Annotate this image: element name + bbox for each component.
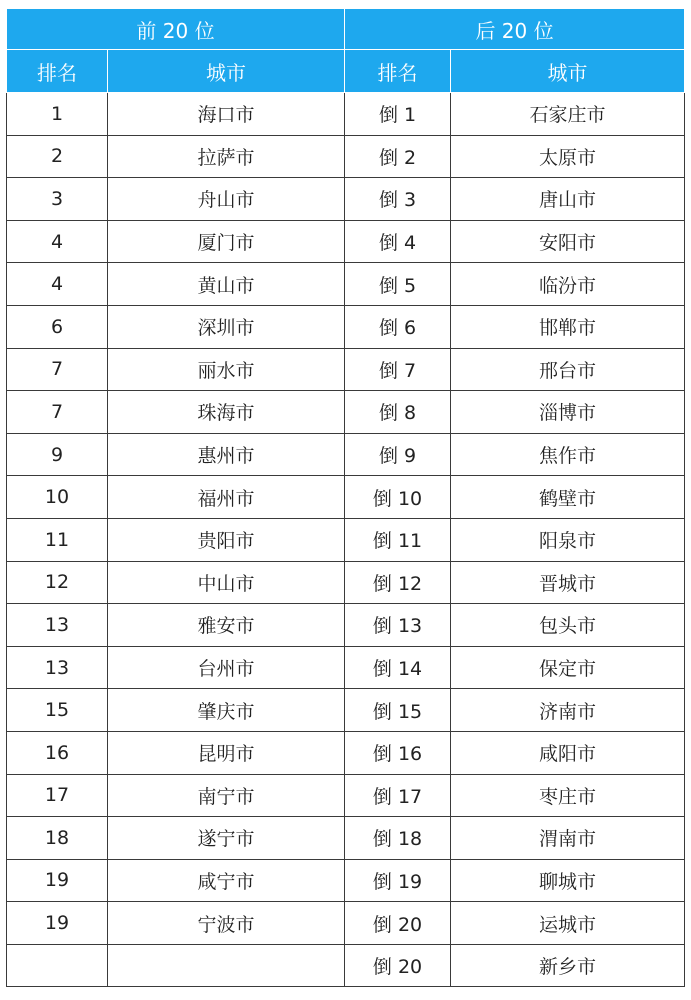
bottom-rank-cell: 倒 1: [345, 93, 451, 136]
bottom-city-cell: 晋城市: [451, 561, 685, 604]
table-row: [7, 348, 685, 391]
top-rank-cell: 19: [7, 859, 108, 902]
top-rank-cell: 4: [7, 220, 108, 263]
table-row: [7, 902, 685, 945]
bottom-city-cell: 包头市: [451, 604, 685, 647]
top-rank-cell: 9: [7, 433, 108, 476]
top-rank-cell: 10: [7, 476, 108, 519]
top-city-cell: 厦门市: [108, 220, 345, 263]
bottom-rank-cell: 倒 12: [345, 561, 451, 604]
top-city-cell: 深圳市: [108, 305, 345, 348]
top-city-cell: 宁波市: [108, 902, 345, 945]
top-rank-cell: 17: [7, 774, 108, 817]
bottom-city-cell: 安阳市: [451, 220, 685, 263]
top-city-cell: 咸宁市: [108, 859, 345, 902]
bottom-rank-cell: 倒 2: [345, 135, 451, 178]
top-city-cell: 黄山市: [108, 263, 345, 306]
top-city-cell: 惠州市: [108, 433, 345, 476]
table-row: [7, 178, 685, 221]
top-rank-cell: 2: [7, 135, 108, 178]
bottom-city-cell: 石家庄市: [451, 93, 685, 136]
bottom-city-cell: 运城市: [451, 902, 685, 945]
bottom-city-cell: 焦作市: [451, 433, 685, 476]
table-row: [7, 220, 685, 263]
top-city-cell: 舟山市: [108, 178, 345, 221]
table-row: [7, 646, 685, 689]
bottom-rank-cell: 倒 11: [345, 518, 451, 561]
bottom-city-cell: 渭南市: [451, 817, 685, 860]
bottom-city-cell: 枣庄市: [451, 774, 685, 817]
top-rank-cell: 19: [7, 902, 108, 945]
table-row: [7, 135, 685, 178]
bottom-rank-cell: 倒 18: [345, 817, 451, 860]
table-row: [7, 518, 685, 561]
bottom-rank-cell: 倒 3: [345, 178, 451, 221]
bottom-rank-cell: 倒 20: [345, 944, 451, 987]
bottom-rank-cell: 倒 16: [345, 731, 451, 774]
bottom-rank-cell: 倒 14: [345, 646, 451, 689]
group-header-row: [7, 9, 685, 50]
top-city-cell: 珠海市: [108, 391, 345, 434]
top-city-cell: 海口市: [108, 93, 345, 136]
bottom-city-cell: 邢台市: [451, 348, 685, 391]
bottom-20-group-header: 后 20 位: [345, 9, 685, 50]
table-header: [7, 9, 685, 93]
column-header-row: [7, 50, 685, 93]
bottom-city-cell: 新乡市: [451, 944, 685, 987]
top-city-cell: 遂宁市: [108, 817, 345, 860]
table-row: [7, 93, 685, 136]
ranking-table: [6, 8, 685, 987]
bottom-rank-cell: 倒 10: [345, 476, 451, 519]
top-20-group-header: 前 20 位: [7, 9, 345, 50]
table-row: [7, 859, 685, 902]
bottom-city-cell: 聊城市: [451, 859, 685, 902]
table-row: [7, 817, 685, 860]
table-row: [7, 476, 685, 519]
top-rank-cell: 15: [7, 689, 108, 732]
top-rank-cell: 6: [7, 305, 108, 348]
bottom-rank-cell: 倒 20: [345, 902, 451, 945]
top-rank-cell: 13: [7, 646, 108, 689]
top-rank-column-header: 排名: [7, 50, 108, 93]
bottom-city-cell: 阳泉市: [451, 518, 685, 561]
table-row: [7, 689, 685, 732]
top-city-cell: [108, 944, 345, 987]
top-rank-cell: 1: [7, 93, 108, 136]
top-city-cell: 南宁市: [108, 774, 345, 817]
table-row: [7, 774, 685, 817]
bottom-city-cell: 咸阳市: [451, 731, 685, 774]
top-rank-cell: 3: [7, 178, 108, 221]
bottom-rank-cell: 倒 7: [345, 348, 451, 391]
top-rank-cell: 12: [7, 561, 108, 604]
top-city-cell: 贵阳市: [108, 518, 345, 561]
top-city-cell: 拉萨市: [108, 135, 345, 178]
top-city-cell: 雅安市: [108, 604, 345, 647]
bottom-city-cell: 唐山市: [451, 178, 685, 221]
top-rank-cell: 11: [7, 518, 108, 561]
top-rank-cell: 7: [7, 391, 108, 434]
top-city-cell: 中山市: [108, 561, 345, 604]
top-city-cell: 台州市: [108, 646, 345, 689]
bottom-rank-cell: 倒 15: [345, 689, 451, 732]
top-rank-cell: 13: [7, 604, 108, 647]
top-rank-cell: [7, 944, 108, 987]
table-row: [7, 604, 685, 647]
table-body: [7, 93, 685, 987]
top-city-column-header: 城市: [108, 50, 345, 93]
top-city-cell: 昆明市: [108, 731, 345, 774]
bottom-rank-cell: 倒 13: [345, 604, 451, 647]
bottom-city-cell: 保定市: [451, 646, 685, 689]
table-row: [7, 944, 685, 987]
bottom-city-column-header: 城市: [451, 50, 685, 93]
bottom-rank-cell: 倒 5: [345, 263, 451, 306]
bottom-city-cell: 济南市: [451, 689, 685, 732]
bottom-rank-cell: 倒 17: [345, 774, 451, 817]
top-city-cell: 丽水市: [108, 348, 345, 391]
bottom-city-cell: 鹤壁市: [451, 476, 685, 519]
bottom-rank-cell: 倒 4: [345, 220, 451, 263]
table-row: [7, 263, 685, 306]
top-rank-cell: 18: [7, 817, 108, 860]
bottom-city-cell: 淄博市: [451, 391, 685, 434]
top-rank-cell: 16: [7, 731, 108, 774]
bottom-rank-cell: 倒 8: [345, 391, 451, 434]
bottom-city-cell: 临汾市: [451, 263, 685, 306]
bottom-rank-cell: 倒 9: [345, 433, 451, 476]
top-city-cell: 肇庆市: [108, 689, 345, 732]
bottom-rank-column-header: 排名: [345, 50, 451, 93]
bottom-city-cell: 邯郸市: [451, 305, 685, 348]
table-row: [7, 391, 685, 434]
table-row: [7, 731, 685, 774]
bottom-rank-cell: 倒 6: [345, 305, 451, 348]
top-city-cell: 福州市: [108, 476, 345, 519]
table-row: [7, 305, 685, 348]
bottom-city-cell: 太原市: [451, 135, 685, 178]
table-row: [7, 561, 685, 604]
top-rank-cell: 7: [7, 348, 108, 391]
table-row: [7, 433, 685, 476]
top-rank-cell: 4: [7, 263, 108, 306]
bottom-rank-cell: 倒 19: [345, 859, 451, 902]
